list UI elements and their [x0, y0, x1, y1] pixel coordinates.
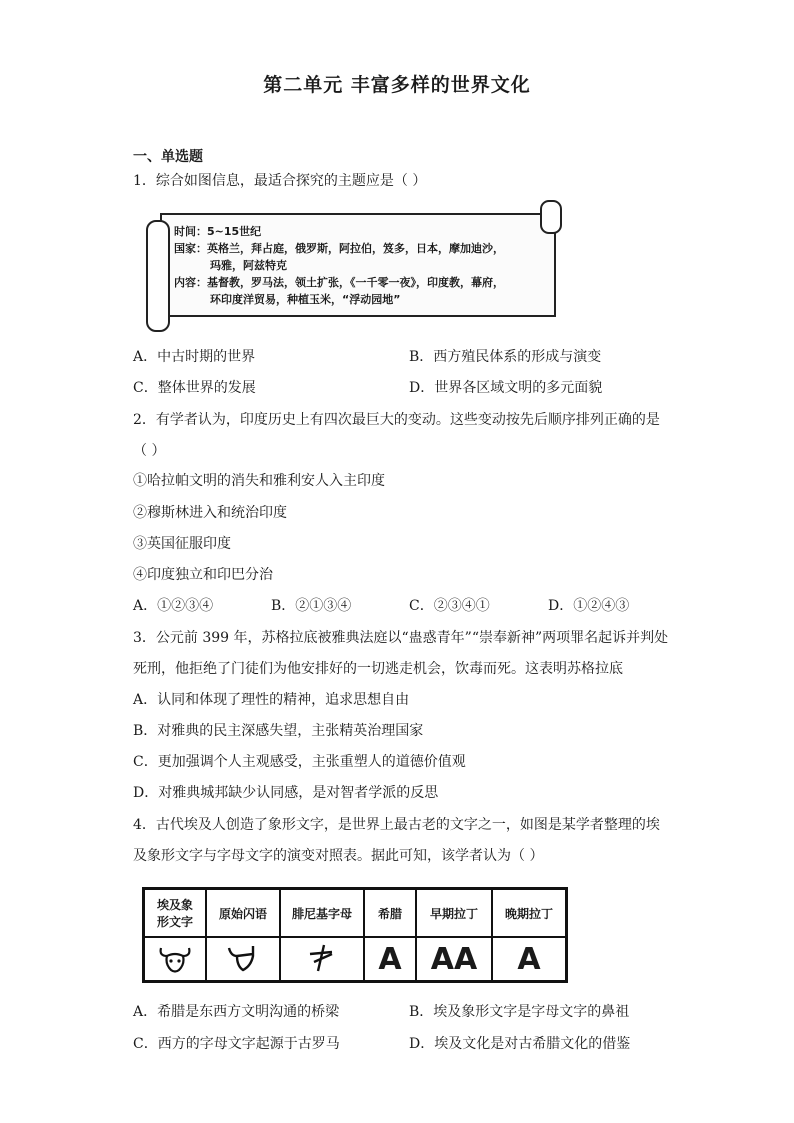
scroll-text [174, 223, 504, 308]
phoenician-aleph-icon [302, 942, 342, 974]
q4-stem-line2: 及象形文字与字母文字的演变对照表。据此可知，该学者认为（ ） [133, 848, 544, 864]
glyph-late-latin [492, 937, 567, 982]
q2-stem-line1: 2．有学者认为，印度历史上有四次最巨大的变动。这些变动按先后顺序排列正确的是 [133, 412, 660, 428]
q4-stem-line1: 4．古代埃及人创造了象形文字，是世界上最古老的文字之一，如图是某学者整理的埃 [133, 817, 660, 833]
q1-option-a[interactable]: A．中古时期的世界 [133, 349, 256, 365]
scroll-line-time: 时间：5~15世纪 [174, 225, 262, 238]
header-phoenician: 腓尼基字母 [280, 889, 364, 938]
q1-option-b[interactable]: B．西方殖民体系的形成与演变 [409, 349, 602, 365]
header-proto-semitic: 原始闪语 [206, 889, 280, 938]
q2-item-3: ③英国征服印度 [133, 536, 231, 552]
q4-option-a[interactable]: A．希腊是东西方文明沟通的桥梁 [133, 1004, 340, 1020]
q4-option-d[interactable]: D．埃及文化是对古希腊文化的借鉴 [409, 1036, 631, 1052]
glyph-ox-head [144, 937, 207, 982]
alphabet-evolution-table [142, 887, 568, 983]
page-title: 第二单元 丰富多样的世界文化 [263, 74, 531, 96]
scroll-roll-left [146, 220, 170, 332]
header-late-latin: 晚期拉丁 [492, 889, 567, 938]
q3-option-b[interactable]: B．对雅典的民主深感失望，主张精英治理国家 [133, 723, 424, 739]
header-egyptian [144, 889, 207, 938]
q1-scroll-figure [146, 200, 562, 330]
q2-option-d[interactable]: D．①②④③ [548, 598, 630, 614]
q1-option-c[interactable]: C．整体世界的发展 [133, 380, 256, 396]
header-egyptian-line2: 形文字 [156, 915, 193, 929]
scroll-roll-right [540, 200, 562, 234]
greek-alpha-glyph: A [378, 941, 402, 977]
scroll-line-content: 内容：基督教，罗马法，领土扩张，《一千零一夜》，印度教，幕府， [174, 276, 504, 289]
q2-option-c[interactable]: C．②③④① [409, 598, 490, 614]
q1-option-d[interactable]: D．世界各区域文明的多元面貌 [409, 380, 603, 396]
q4-option-b[interactable]: B．埃及象形文字是字母文字的鼻祖 [409, 1004, 630, 1020]
q4-option-c[interactable]: C．西方的字母文字起源于古罗马 [133, 1036, 340, 1052]
q3-option-d[interactable]: D．对雅典城邦缺少认同感，是对智者学派的反思 [133, 785, 439, 801]
section-heading: 一、单选题 [133, 149, 203, 165]
q3-stem-line2: 死刑，他拒绝了门徒们为他安排好的一切逃走机会，饮毒而死。这表明苏格拉底 [133, 661, 623, 677]
proto-semitic-aleph-icon [223, 942, 263, 974]
scroll-line-content-cont: 环印度洋贸易，种植玉米，“浮动园地” [210, 293, 401, 306]
glyph-proto-semitic [206, 937, 280, 982]
q2-item-1: ①哈拉帕文明的消失和雅利安人入主印度 [133, 473, 385, 489]
q1-stem: 1．综合如图信息，最适合探究的主题应是（ ） [133, 173, 427, 189]
q3-option-c[interactable]: C．更加强调个人主观感受，主张重塑人的道德价值观 [133, 754, 466, 770]
glyph-early-latin [416, 937, 492, 982]
ox-head-icon [155, 942, 195, 974]
early-latin-a-glyph: AA [430, 941, 478, 977]
q3-option-a[interactable]: A．认同和体现了理性的精神，追求思想自由 [133, 692, 410, 708]
header-egyptian-line1: 埃及象 [156, 898, 193, 912]
scroll-line-countries-cont: 玛雅，阿兹特克 [210, 259, 287, 272]
q2-stem-line2: （ ） [133, 443, 166, 459]
q3-stem-line1: 3．公元前 399 年，苏格拉底被雅典法庭以“蛊惑青年”“崇奉新神”两项罪名起诉并判处 [133, 630, 669, 646]
q2-item-2: ②穆斯林进入和统治印度 [133, 505, 287, 521]
q2-option-a[interactable]: A．①②③④ [133, 598, 214, 614]
late-latin-a-glyph: A [517, 941, 541, 977]
glyph-greek [364, 937, 416, 982]
header-greek: 希腊 [364, 889, 416, 938]
q2-option-b[interactable]: B．②①③④ [271, 598, 352, 614]
header-early-latin: 早期拉丁 [416, 889, 492, 938]
q2-item-4: ④印度独立和印巴分治 [133, 567, 273, 583]
glyph-phoenician [280, 937, 364, 982]
scroll-line-countries: 国家：英格兰，拜占庭，俄罗斯，阿拉伯，笈多，日本，摩加迪沙， [174, 242, 504, 255]
